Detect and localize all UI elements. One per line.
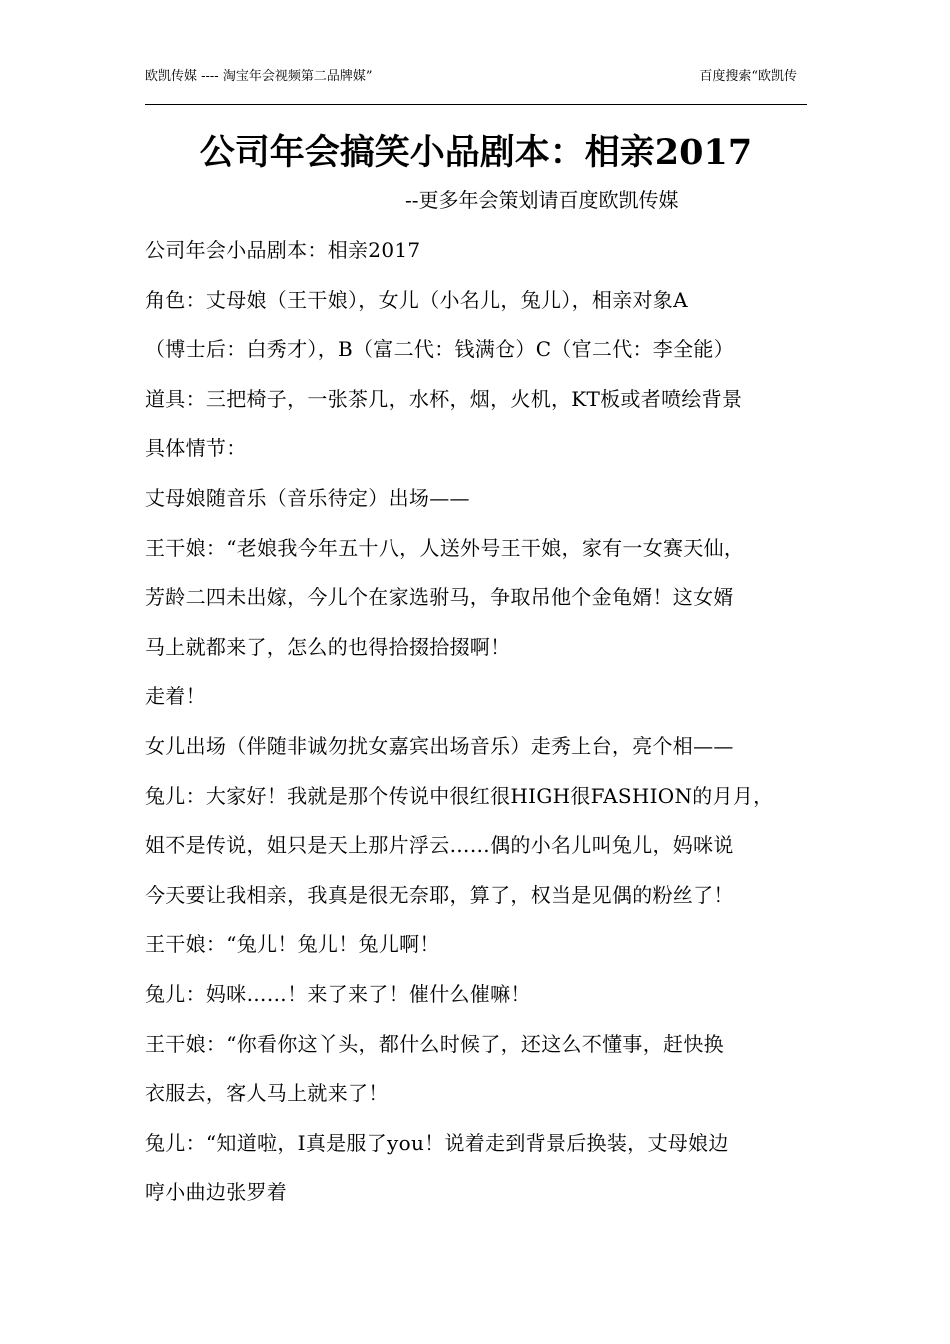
header-left-text: 欧凯传媒 ---- 淘宝年会视频第二品牌媒” (145, 69, 373, 84)
body-line: 姐不是传说，姐只是天上那片浮云……偶的小名儿叫兔儿，妈咪说 (145, 833, 734, 858)
body-line: 走着！ (145, 684, 206, 709)
body-line: 角色：丈母娘（王干娘），女儿（小名儿，兔儿），相亲对象A (145, 287, 688, 312)
body-line: 兔儿：“知道啦，I真是服了you！说着走到背景后换装，丈母娘边 (145, 1130, 729, 1155)
body-line: （博士后：白秀才），B（富二代：钱满仓）C（官二代：李全能） (145, 337, 734, 362)
document-title: 公司年会搞笑小品剧本：相亲2017 (199, 132, 753, 173)
page-header (145, 68, 807, 105)
script-body (145, 226, 815, 1218)
body-line: 丈母娘随音乐（音乐待定）出场—— (145, 485, 470, 510)
body-line: 王干娘：“老娘我今年五十八，人送外号王干娘，家有一女赛天仙， (145, 535, 745, 560)
body-line: 兔儿：大家好！我就是那个传说中很红很HIGH很FASHION的月月， (145, 783, 774, 808)
body-line: 具体情节： (145, 436, 247, 461)
body-line: 今天要让我相亲，我真是很无奈耶，算了，权当是见偶的粉丝了！ (145, 882, 734, 907)
body-line: 衣服去，客人马上就来了！ (145, 1081, 389, 1106)
body-line: 公司年会小品剧本：相亲2017 (145, 238, 421, 262)
body-line: 哼小曲边张罗着 (145, 1180, 288, 1205)
body-line: 女儿出场（伴随非诚勿扰女嘉宾出场音乐）走秀上台，亮个相—— (145, 733, 734, 758)
body-line: 王干娘：“兔儿！兔儿！兔儿啊！ (145, 932, 440, 957)
body-line: 芳龄二四未出嫁，今儿个在家选驸马，争取吊他个金龟婿！这女婿 (145, 585, 734, 610)
body-line: 王干娘：“你看你这丫头，都什么时候了，还这么不懂事，赶快换 (145, 1031, 724, 1056)
body-line: 马上就都来了，怎么的也得拾掇拾掇啊！ (145, 634, 511, 659)
header-right-text: 百度搜索“欧凯传 (699, 69, 797, 84)
body-line: 道具：三把椅子，一张茶几，水杯，烟，火机，KT板或者喷绘背景 (145, 386, 743, 411)
body-line: 兔儿：妈咪……！来了来了！催什么催嘛！ (145, 981, 531, 1006)
document-subtitle: --更多年会策划请百度欧凯传媒 (405, 188, 679, 212)
